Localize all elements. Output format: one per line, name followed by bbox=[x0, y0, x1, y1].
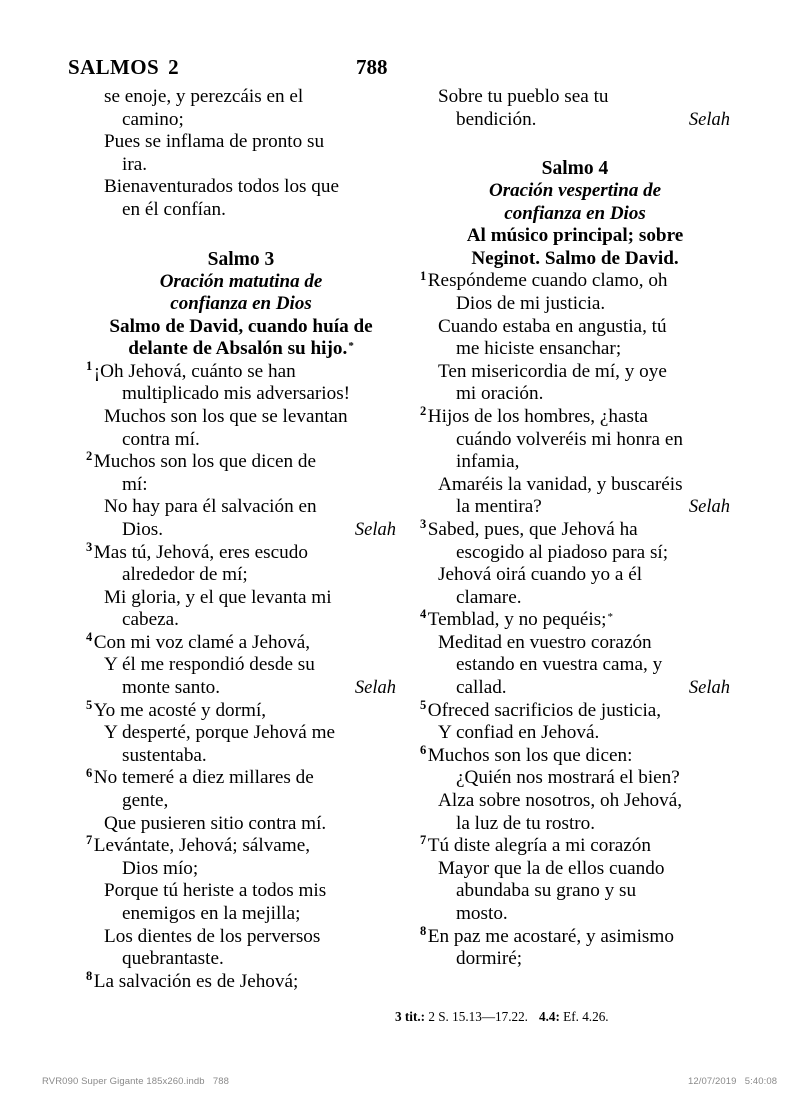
footnote-text: 2 S. 15.13—17.22. bbox=[428, 1009, 528, 1024]
verse-line bbox=[420, 609, 730, 632]
verse-number: 6 bbox=[420, 742, 427, 757]
verse-text: En paz me acostaré, y asimismo bbox=[427, 925, 674, 947]
verse-text: quebrantaste. bbox=[122, 948, 224, 970]
verse-number: 5 bbox=[420, 697, 427, 712]
verse-text: en él confían. bbox=[122, 198, 226, 220]
verse-text: camino; bbox=[122, 108, 184, 130]
verse-text: multiplicado mis adversarios! bbox=[122, 383, 351, 405]
selah-marker: Selah bbox=[688, 678, 730, 699]
verse-text: Alza sobre nosotros, oh Jehová, bbox=[438, 790, 683, 812]
verse-line bbox=[86, 880, 396, 903]
verse-line bbox=[420, 654, 730, 677]
verse-line bbox=[86, 154, 396, 177]
verse-number: 1 bbox=[86, 358, 93, 373]
verse-line bbox=[420, 293, 730, 316]
selah-marker: Selah bbox=[688, 497, 730, 518]
verse-text: Mayor que la de ellos cuando bbox=[438, 857, 665, 879]
verse-text: Levántate, Jehová; sálvame, bbox=[93, 835, 311, 857]
verse-line bbox=[86, 406, 396, 429]
verse-text: ¡Oh Jehová, cuánto se han bbox=[93, 360, 296, 382]
verse-line bbox=[420, 767, 730, 790]
running-header bbox=[68, 55, 732, 81]
verse-line bbox=[420, 903, 730, 926]
verse-text: No temeré a diez millares de bbox=[93, 767, 314, 789]
psalm-ascription-line-2: delante de Absalón su hijo.* bbox=[128, 338, 354, 360]
verse-line bbox=[86, 496, 396, 519]
verse-text: Yo me acosté y dormí, bbox=[93, 699, 267, 721]
psalm-ascription-line-1: Salmo de David, cuando huía de bbox=[109, 315, 373, 337]
verse-text: Mas tú, Jehová, eres escudo bbox=[93, 541, 308, 563]
psalm-ascription-line-1: Al músico principal; sobre bbox=[466, 225, 684, 247]
footnote-reference: 3 tit.: bbox=[395, 1009, 429, 1024]
running-header-chapter: 2 bbox=[168, 55, 179, 79]
verse-line bbox=[420, 474, 730, 497]
verse-line bbox=[86, 131, 396, 154]
verse-line bbox=[86, 358, 396, 384]
verse-text: Y desperté, porque Jehová me bbox=[104, 722, 336, 744]
verse-line bbox=[86, 474, 396, 497]
verse-number: 5 bbox=[86, 697, 93, 712]
verse-line bbox=[420, 429, 730, 452]
verse-number: 7 bbox=[86, 833, 93, 848]
verse-text: Jehová oirá cuando yo a él bbox=[438, 564, 643, 586]
verse-text: escogido al piadoso para sí; bbox=[456, 541, 669, 563]
verse-line bbox=[420, 587, 730, 610]
verse-text: contra mí. bbox=[122, 428, 200, 450]
verse-line bbox=[420, 632, 730, 655]
verse-line bbox=[86, 519, 396, 542]
verse-line bbox=[86, 429, 396, 452]
verse-number: 3 bbox=[420, 517, 427, 532]
verse-text: enemigos en la mejilla; bbox=[122, 903, 301, 924]
verse-text: Sabed, pues, que Jehová ha bbox=[427, 518, 638, 540]
verse-text: Ofreced sacrificios de justicia, bbox=[427, 699, 662, 721]
imprint-timestamp: 12/07/2019 5:40:08 bbox=[688, 1076, 778, 1087]
verse-line bbox=[420, 338, 730, 361]
column-right bbox=[420, 86, 730, 971]
verse-text: monte santo. bbox=[122, 677, 221, 699]
verse-text: Muchos son los que dicen de bbox=[93, 451, 316, 473]
verse-text: Dios mío; bbox=[122, 857, 199, 879]
footnote-marker[interactable]: * bbox=[607, 610, 614, 623]
verse-line bbox=[86, 86, 396, 109]
verse-line bbox=[86, 383, 396, 406]
verse-line bbox=[86, 199, 396, 222]
verse-line bbox=[420, 813, 730, 836]
verse-line bbox=[86, 176, 396, 199]
verse-line bbox=[86, 968, 396, 994]
verse-text: Hijos de los hombres, ¿hasta bbox=[427, 405, 648, 427]
verse-text: Porque tú heriste a todos mis bbox=[104, 880, 327, 902]
verse-number: 2 bbox=[86, 449, 93, 464]
verse-line bbox=[420, 722, 730, 745]
verse-text: mí: bbox=[122, 473, 148, 495]
verse-text: Los dientes de los perversos bbox=[104, 925, 321, 947]
verse-line bbox=[420, 109, 730, 132]
verse-text: Muchos son los que dicen: bbox=[427, 744, 633, 766]
verse-line bbox=[86, 451, 396, 474]
footnote-marker[interactable]: * bbox=[348, 339, 354, 352]
verse-line bbox=[420, 858, 730, 881]
verse-text: Y él me respondió desde su bbox=[104, 654, 315, 676]
verse-line bbox=[420, 742, 730, 768]
verse-text: Mi gloria, y el que levanta mi bbox=[104, 586, 332, 608]
verse-text: Dios. bbox=[122, 518, 164, 540]
verse-line bbox=[86, 654, 396, 677]
psalm-ascription-line-2: Neginot. Salmo de David. bbox=[471, 247, 679, 269]
verse-line bbox=[420, 677, 730, 700]
verse-text: Pues se inflama de pronto su bbox=[104, 131, 325, 153]
verse-text: Amaréis la vanidad, y buscaréis bbox=[438, 473, 683, 495]
verse-line bbox=[420, 697, 730, 723]
verse-line bbox=[420, 383, 730, 406]
verse-line bbox=[420, 496, 730, 519]
verse-text: No hay para él salvación en bbox=[104, 496, 317, 518]
footnote-text: Ef. 4.26. bbox=[563, 1009, 609, 1024]
verse-line bbox=[420, 542, 730, 565]
verse-line bbox=[86, 767, 396, 790]
verse-line bbox=[86, 677, 396, 700]
verse-text: Sobre tu pueblo sea tu bbox=[438, 86, 609, 107]
verse-text: Meditad en vuestro corazón bbox=[438, 631, 652, 653]
verse-text: mosto. bbox=[456, 903, 508, 924]
heading-spacer bbox=[86, 222, 396, 248]
verse-number: 8 bbox=[86, 968, 93, 983]
verse-text: sustentaba. bbox=[122, 744, 207, 766]
verse-line bbox=[86, 722, 396, 745]
verse-line bbox=[86, 109, 396, 132]
imprint-file: RVR090 Super Gigante 185x260.indb 788 bbox=[42, 1076, 229, 1087]
verse-line bbox=[86, 564, 396, 587]
psalm-title: Salmo 4 bbox=[541, 158, 609, 180]
verse-text: ¿Quién nos mostrará el bien? bbox=[456, 767, 680, 789]
verse-line bbox=[86, 745, 396, 768]
verse-text: Que pusieren sitio contra mí. bbox=[104, 812, 327, 834]
verse-text: Tú diste alegría a mi corazón bbox=[427, 835, 651, 857]
verse-text: bendición. bbox=[456, 108, 537, 130]
verse-text: Y confiad en Jehová. bbox=[438, 722, 600, 744]
verse-line bbox=[86, 948, 396, 971]
verse-text: callad. bbox=[456, 677, 507, 699]
verse-text: Muchos son los que se levantan bbox=[104, 405, 348, 427]
page-number: 788 bbox=[356, 55, 388, 79]
verse-number: 1 bbox=[420, 268, 427, 283]
verse-line bbox=[420, 923, 730, 949]
verse-line bbox=[420, 86, 730, 109]
verse-text: cuándo volveréis mi honra en bbox=[456, 428, 683, 450]
verse-line bbox=[420, 948, 730, 971]
verse-line bbox=[86, 587, 396, 610]
selah-marker: Selah bbox=[688, 109, 730, 130]
verse-number: 2 bbox=[420, 404, 427, 419]
verse-text: Con mi voz clamé a Jehová, bbox=[93, 631, 311, 653]
verse-line bbox=[86, 835, 396, 858]
column-left bbox=[86, 86, 396, 993]
psalm-subtitle-line-1: Oración matutina de bbox=[159, 270, 323, 292]
verse-text: Bienaventurados todos los que bbox=[104, 176, 340, 198]
verse-text: ira. bbox=[122, 153, 148, 175]
verse-number: 4 bbox=[86, 630, 93, 644]
verse-text: dormiré; bbox=[456, 948, 523, 970]
selah-marker: Selah bbox=[354, 678, 396, 699]
verse-text: Temblad, y no pequéis; bbox=[427, 609, 607, 631]
verse-text: la mentira? bbox=[456, 496, 542, 518]
verse-text: Respóndeme cuando clamo, oh bbox=[427, 270, 668, 292]
verse-line bbox=[420, 451, 730, 474]
verse-line bbox=[86, 790, 396, 813]
verse-text: estando en vuestra cama, y bbox=[456, 654, 663, 676]
heading-spacer bbox=[420, 131, 730, 157]
verse-line bbox=[86, 903, 396, 926]
verse-line bbox=[420, 406, 730, 429]
verse-number: 4 bbox=[420, 607, 427, 622]
verse-line bbox=[420, 270, 730, 293]
verse-text: Dios de mi justicia. bbox=[456, 292, 606, 314]
verse-number: 7 bbox=[420, 833, 427, 848]
cross-reference-footnotes bbox=[395, 1009, 735, 1025]
verse-line bbox=[420, 790, 730, 813]
psalm-title: Salmo 3 bbox=[207, 248, 275, 270]
verse-line bbox=[420, 316, 730, 339]
verse-line bbox=[86, 926, 396, 949]
verse-text: la luz de tu rostro. bbox=[456, 812, 596, 834]
psalm-subtitle-line-2: confianza en Dios bbox=[170, 293, 312, 315]
verse-text: mi oración. bbox=[456, 383, 544, 405]
verse-line bbox=[86, 632, 396, 655]
verse-text: Ten misericordia de mí, y oye bbox=[438, 360, 667, 382]
verse-text: gente, bbox=[122, 790, 169, 812]
running-header-book: SALMOS bbox=[68, 55, 160, 79]
verse-text: infamia, bbox=[456, 451, 520, 473]
verse-number: 8 bbox=[420, 923, 427, 938]
verse-number: 6 bbox=[86, 765, 93, 780]
verse-line bbox=[420, 564, 730, 587]
verse-line bbox=[86, 858, 396, 881]
verse-text: clamare. bbox=[456, 586, 522, 608]
verse-line bbox=[420, 361, 730, 384]
verse-line bbox=[420, 880, 730, 903]
verse-line bbox=[86, 539, 396, 565]
verse-text: cabeza. bbox=[122, 609, 179, 631]
verse-line bbox=[86, 609, 396, 632]
verse-text: se enoje, y perezcáis en el bbox=[104, 86, 304, 107]
selah-marker: Selah bbox=[354, 519, 396, 540]
verse-text: abundaba su grano y su bbox=[456, 880, 637, 902]
verse-line bbox=[420, 835, 730, 858]
verse-text: alrededor de mí; bbox=[122, 564, 248, 586]
verse-text: La salvación es de Jehová; bbox=[93, 970, 299, 992]
psalm-subtitle-line-1: Oración vespertina de bbox=[488, 180, 662, 202]
psalm-subtitle-line-2: confianza en Dios bbox=[504, 202, 646, 224]
footnote-reference: 4.4: bbox=[538, 1009, 564, 1024]
verse-text: me hiciste ensanchar; bbox=[456, 338, 622, 360]
verse-text: Cuando estaba en angustia, tú bbox=[438, 315, 667, 337]
verse-line bbox=[86, 813, 396, 836]
verse-line bbox=[420, 519, 730, 542]
verse-number: 3 bbox=[86, 539, 93, 554]
verse-line bbox=[86, 697, 396, 723]
